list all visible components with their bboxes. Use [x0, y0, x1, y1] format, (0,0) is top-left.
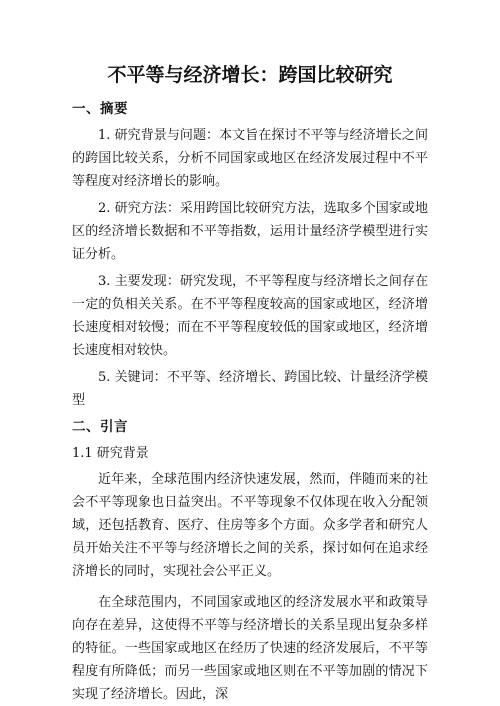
subsection-heading-background: 1.1 研究背景 — [72, 446, 149, 461]
intro-paragraph: 在全球范围内，不同国家或地区的经济发展水平和政策导向存在差异，这使得不平等与经济增长的关系呈现出复杂多样的特征。一些国家或地区在经历了快速的经济发展后，不平等程度有所降低；而另一些国家或地区则在不平等加剧的情况下实现了经济增长。因此，深 — [72, 595, 428, 702]
abstract-item-method: 2. 研究方法：采用跨国比较研究方法，选取多个国家或地区的经济增长数据和不平等指数，运用计量经济学模型进行实证分析。 — [72, 201, 428, 262]
page-title: 不平等与经济增长：跨国比较研究 — [107, 64, 393, 86]
section-heading-abstract: 一、摘要 — [72, 101, 128, 117]
abstract-item-background: 1. 研究背景与问题：本文旨在探讨不平等与经济增长之间的跨国比较关系，分析不同国家或地区在经济发展过程中不平等程度对经济增长的影响。 — [72, 128, 428, 189]
abstract-item-keywords: 5. 关键词：不平等、经济增长、跨国比较、计量经济学模型 — [72, 370, 428, 408]
section-heading-intro: 二、引言 — [72, 419, 128, 435]
intro-paragraph: 近年来，全球范围内经济快速发展，然而，伴随而来的社会不平等现象也日益突出。不平等现象不仅体现在收入分配领域，还包括教育、医疗、住房等多个方面。众多学者和研究人员开始关注不平等与经济增长之间的关系，探讨如何在追求经济增长的同时，实现社会公平正义。 — [72, 472, 428, 579]
abstract-item-findings: 3. 主要发现：研究发现，不平等程度与经济增长之间存在一定的负相关关系。在不平等程度较高的国家或地区，经济增长速度相对较慢；而在不平等程度较低的国家或地区，经济增长速度相对较快。 — [72, 274, 428, 358]
